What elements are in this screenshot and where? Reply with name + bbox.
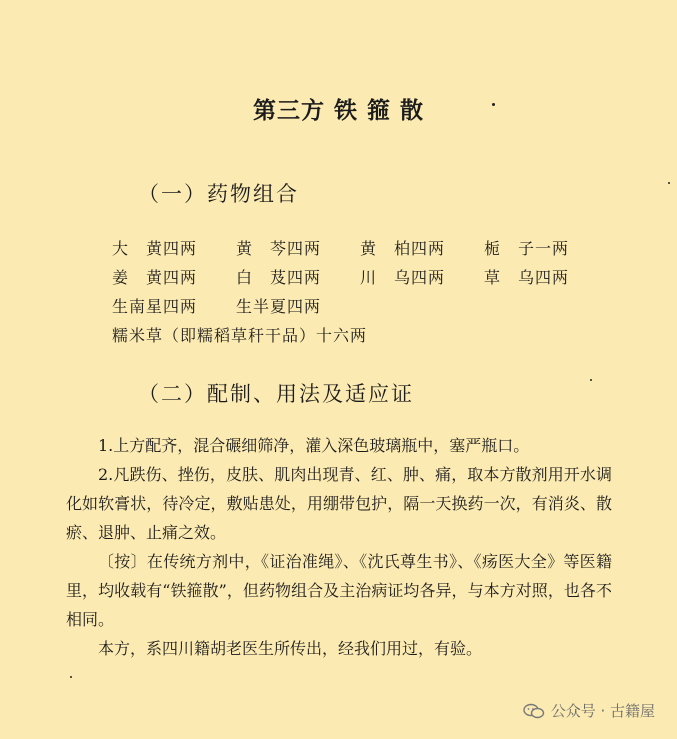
herb-item: 黄 芩四两: [236, 239, 322, 258]
herb-item: 白 芨四两: [236, 268, 322, 287]
section-heading-preparation: （二）配制、用法及适应证: [138, 382, 414, 406]
herb-item: 栀 子一两: [484, 239, 570, 258]
scan-speck: [668, 182, 670, 184]
scan-speck: [492, 103, 495, 106]
herb-item: 大 黄四两: [112, 239, 198, 258]
watermark: [523, 700, 655, 721]
watermark-text: 公众号 · 古籍屋: [550, 702, 655, 720]
scan-speck: [590, 379, 592, 381]
page-title: 第三方 铁 箍 散: [252, 97, 425, 124]
herb-item: 川 乌四两: [360, 268, 446, 287]
scan-speck: [70, 676, 72, 678]
paragraph: 1.上方配齐，混合碾细筛净，灌入深色玻璃瓶中，塞严瓶口。: [98, 436, 530, 455]
herb-item: 生半夏四两: [236, 297, 322, 316]
herb-list: [112, 234, 608, 350]
body-text: [66, 431, 612, 663]
herb-row: [112, 321, 608, 350]
wechat-icon: [523, 703, 545, 719]
herb-item: 姜 黄四两: [112, 268, 198, 287]
section-heading-composition: （一）药物组合: [138, 182, 299, 206]
herb-item: 生南星四两: [112, 297, 198, 316]
herb-row: [112, 234, 608, 263]
paragraph: 〔按〕在传统方剂中，《证治准绳》、《沈氏尊生书》、《疡医大全》等医籍里，均收载有“铁箍散”，但药物组合及主治病证均各异，与本方对照，也各不相同。: [66, 552, 612, 629]
paragraph: 2.凡跌伤、挫伤，皮肤、肌肉出现青、红、肿、痛，取本方散剂用开水调化如软膏状，待冷定，敷贴患处，用绷带包护，隔一天换药一次，有消炎、散瘀、退肿、止痛之效。: [66, 465, 612, 542]
herb-item: 糯米草（即糯稻草秆干品）十六两: [112, 326, 368, 345]
herb-row: [112, 263, 608, 292]
paragraph: 本方，系四川籍胡老医生所传出，经我们用过，有验。: [98, 639, 483, 658]
herb-row: [112, 292, 608, 321]
herb-item: 黄 柏四两: [360, 239, 446, 258]
herb-item: 草 乌四两: [484, 268, 570, 287]
